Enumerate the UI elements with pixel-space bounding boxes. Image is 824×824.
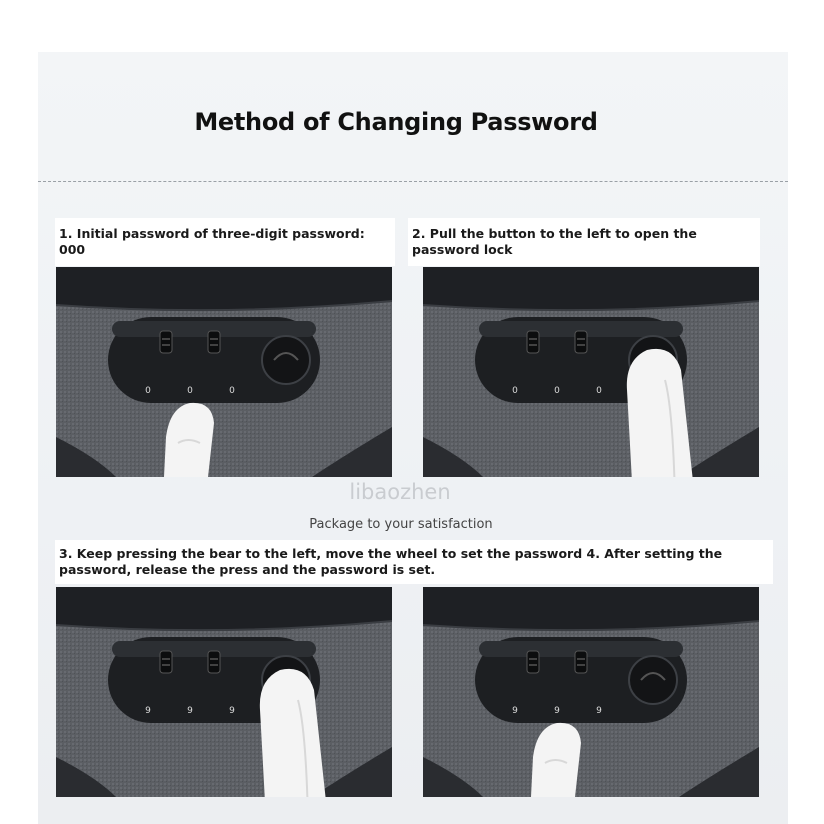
- section-divider: [38, 181, 788, 182]
- dial-digit: 9: [145, 706, 151, 716]
- dial-wheel: [527, 651, 539, 673]
- dial-wheel: [208, 651, 220, 673]
- dial-digit: 9: [554, 706, 560, 716]
- step-1-caption: 1. Initial password of three-digit password: 000: [55, 218, 395, 266]
- dial-wheel: [208, 331, 220, 353]
- lock-illustration: [56, 587, 392, 797]
- release-button: [629, 656, 677, 704]
- dial-digit: 9: [512, 706, 518, 716]
- combination-lock: [475, 637, 687, 723]
- lock-illustration: [423, 587, 759, 797]
- dial-digit: 0: [145, 386, 151, 396]
- step-3-photo: [56, 587, 392, 797]
- dial-digit: 0: [512, 386, 518, 396]
- step-1-photo: [56, 267, 392, 477]
- step-3-4-caption: 3. Keep pressing the bear to the left, move the wheel to set the password 4. After setting the password, release the press and the password is set.: [55, 540, 773, 584]
- page-title: Method of Changing Password: [194, 108, 598, 136]
- dial-digit: 9: [596, 706, 602, 716]
- step-2-photo: [423, 267, 759, 477]
- dial-wheel: [575, 651, 587, 673]
- dial-digit: 0: [596, 386, 602, 396]
- combination-lock: [108, 317, 320, 403]
- brand-watermark: libaozhen: [349, 480, 451, 504]
- dial-digit: 9: [187, 706, 193, 716]
- zipper-band: [423, 587, 759, 630]
- dial-wheel: [527, 331, 539, 353]
- dial-wheel: [160, 331, 172, 353]
- step-4-photo: [423, 587, 759, 797]
- lock-illustration: [56, 267, 392, 477]
- package-slogan: Package to your satisfaction: [309, 517, 493, 532]
- zipper-band: [56, 587, 392, 630]
- dial-digit: 0: [187, 386, 193, 396]
- zipper-band: [56, 267, 392, 310]
- dial-wheel: [575, 331, 587, 353]
- dial-digit: 0: [554, 386, 560, 396]
- release-button: [262, 336, 310, 384]
- step-2-caption: 2. Pull the button to the left to open the password lock: [408, 218, 760, 266]
- zipper-band: [423, 267, 759, 310]
- lock-illustration: [423, 267, 759, 477]
- dial-digit: 9: [229, 706, 235, 716]
- dial-wheel: [160, 651, 172, 673]
- dial-digit: 0: [229, 386, 235, 396]
